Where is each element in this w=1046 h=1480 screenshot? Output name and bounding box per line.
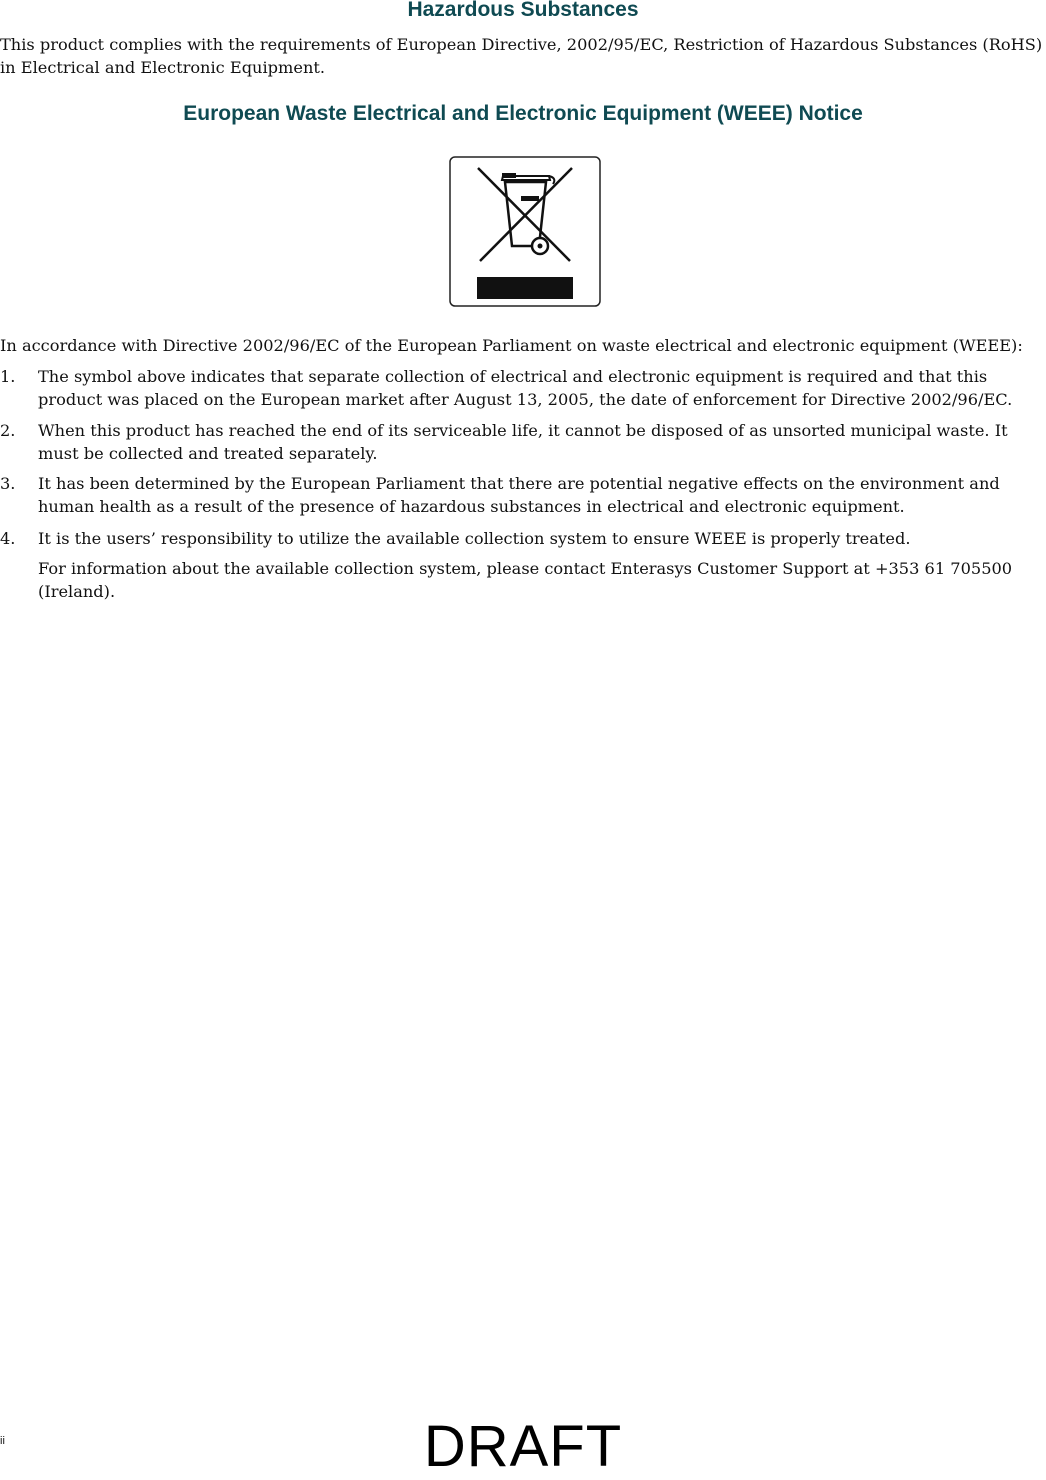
weee-notice-heading: European Waste Electrical and Electronic Equipment (WEEE) Notice: [183, 102, 863, 125]
list-item-text: When this product has reached the end of its serviceable life, it cannot be disposed of as unsorted municipal waste. It must be collected and treated separately.: [38, 421, 1008, 463]
list-item-number: 2.: [0, 421, 16, 440]
list-item-number: 3.: [0, 474, 16, 493]
hazardous-substances-heading: Hazardous Substances: [407, 0, 639, 21]
contact-info-text: For information about the available collection system, please contact Enterasys Customer Support at +353 61 705500 (Ireland).: [38, 559, 1013, 601]
draft-watermark: DRAFT: [423, 1414, 623, 1479]
page-number: ii: [0, 1435, 5, 1447]
weee-intro-text: In accordance with Directive 2002/96/EC of the European Parliament on waste electrical and electronic equipment (WEEE):: [0, 336, 1023, 355]
list-item-text: It has been determined by the European Parliament that there are potential negative effects on the environment and human health as a result of the presence of hazardous substances in electrical and electronic equipment.: [38, 474, 1000, 516]
list-item-text: The symbol above indicates that separate collection of electrical and electronic equipment is required and that this product was placed on the European market after August 13, 2005, the date of enforcement for Directive 2002/96/EC.: [38, 367, 1013, 409]
list-item-number: 1.: [0, 367, 16, 386]
list-item-text: It is the users’ responsibility to utilize the available collection system to ensure WEEE is properly treated.: [38, 529, 911, 548]
hazardous-substances-text: This product complies with the requirements of European Directive, 2002/95/EC, Restriction of Hazardous Substances (RoHS) in Electrical and Electronic Equipment.: [0, 35, 1043, 77]
list-item-number: 4.: [0, 529, 16, 548]
crossed-out-wheelie-bin-icon: [449, 156, 601, 307]
